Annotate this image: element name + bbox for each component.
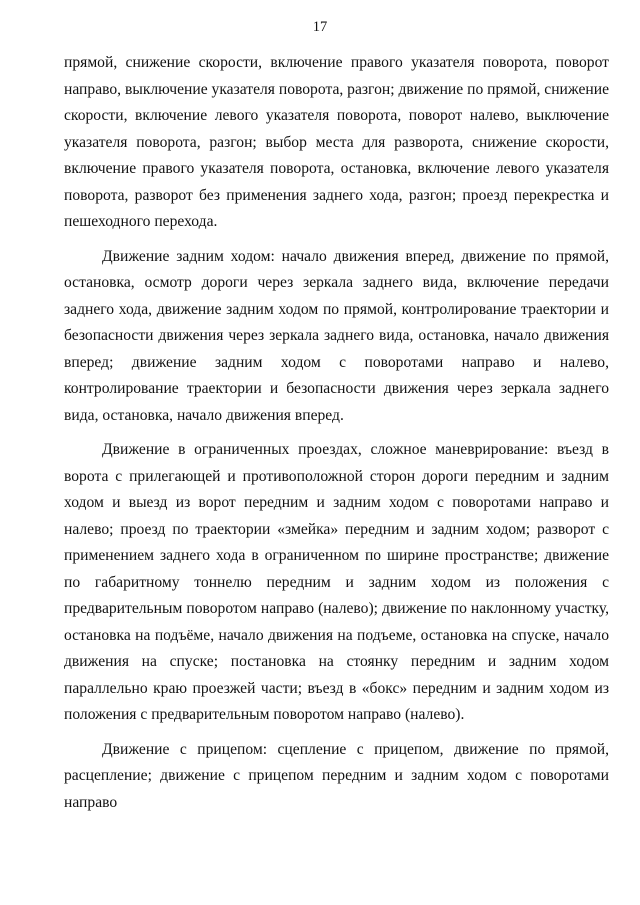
document-body	[64, 50, 609, 816]
paragraph-limited-passages: Движение в ограниченных проездах, сложное маневрирование: въезд в ворота с прилегающей и противоположной сторон дороги передним и задним ходом и выезд из ворот передним и задним ходом с поворотами направо и налево; проезд по траектории «змейка» передним и задним ходом; разворот с применением заднего хода в ограниченном по ширине пространстве; движение по габаритному тоннелю передним и задним ходом из положения с предварительным поворотом направо (налево); движение по наклонному участку, остановка на подъёме, начало движения на подъеме, остановка на спуске, начало движения на спуске; постановка на стоянку передним и задним ходом параллельно краю проезжей части; въезд в «бокс» передним и задним ходом из положения с предварительным поворотом направо (налево).	[64, 441, 609, 723]
paragraph-trailer-driving: Движение с прицепом: сцепление с прицепом, движение по прямой, расцепление; движение с прицепом передним и задним ходом с поворотами направо	[64, 740, 609, 811]
paragraph-reverse-driving: Движение задним ходом: начало движения вперед, движение по прямой, остановка, осмотр дороги через зеркала заднего вида, включение передачи заднего хода, движение задним ходом по прямой, контролирование траектории и безопасности движения через зеркала заднего вида, остановка, начало движения вперед; движение задним ходом с поворотами направо и налево, контролирование траектории и безопасности движения через зеркала заднего вида, остановка, начало движения вперед.	[64, 247, 609, 424]
page-number: 17	[312, 19, 328, 35]
paragraph-continuation: прямой, снижение скорости, включение правого указателя поворота, поворот направо, выключение указателя поворота, разгон; движение по прямой, снижение скорости, включение левого указателя поворота, поворот налево, выключение указателя поворота, разгон; выбор места для разворота, снижение скорости, включение правого указателя поворота, остановка, включение левого указателя поворота, разворот без применения заднего хода, разгон; проезд перекрестка и пешеходного перехода.	[64, 54, 609, 230]
